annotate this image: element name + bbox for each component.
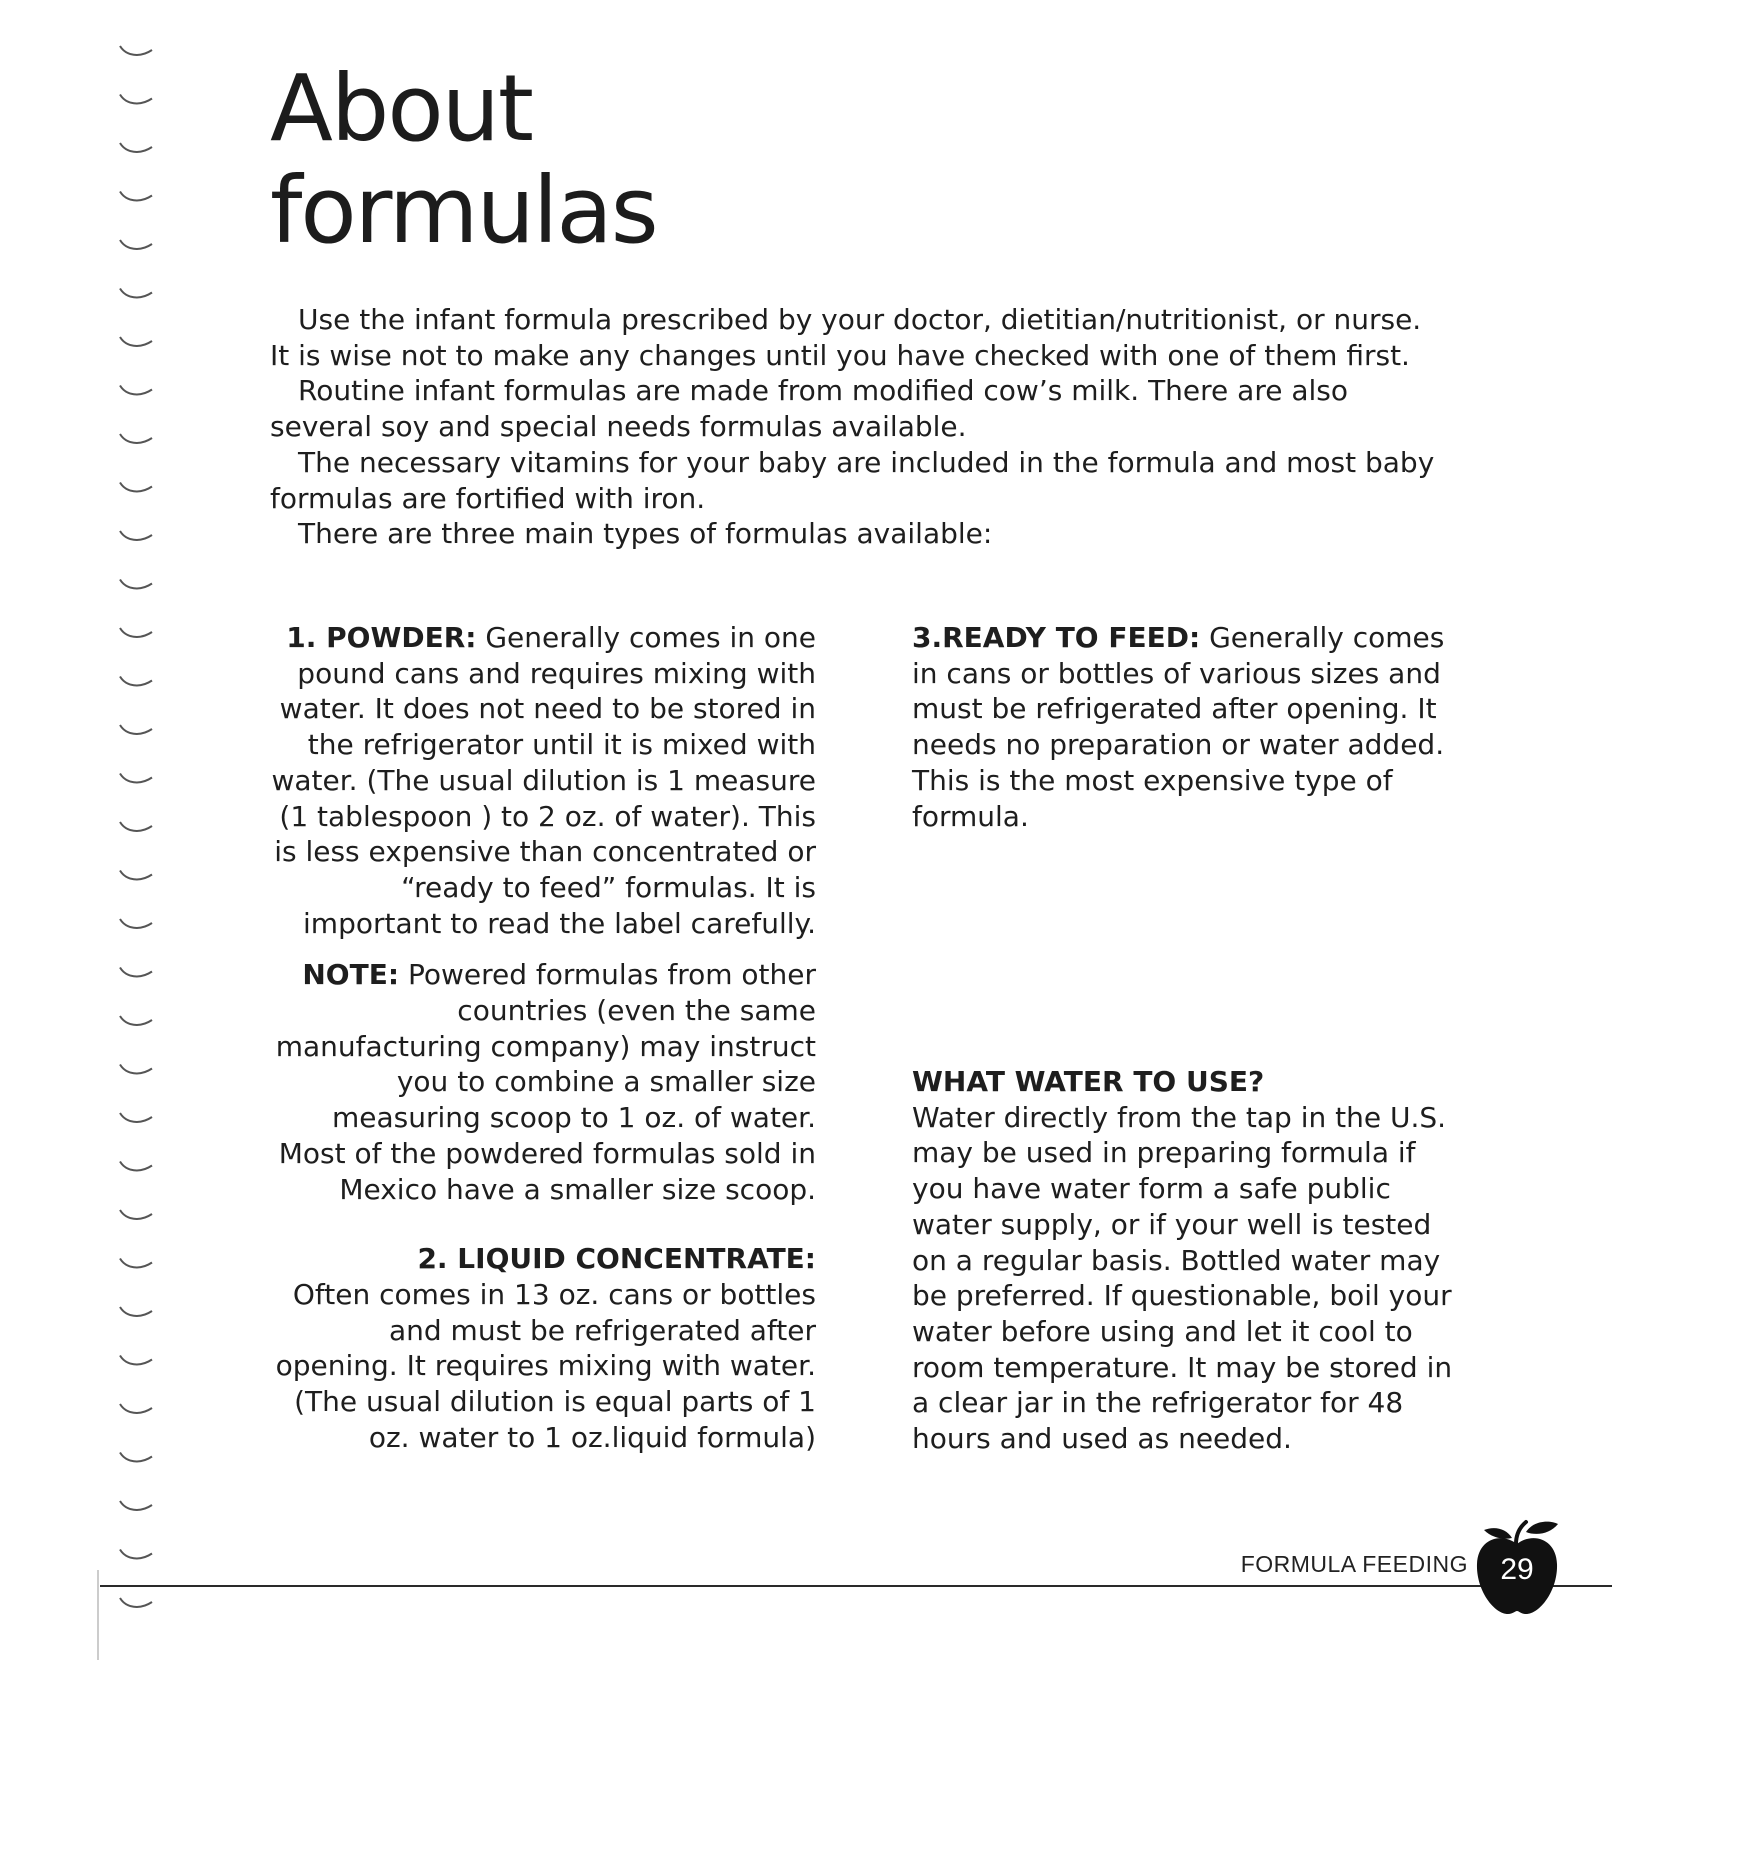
page-title [270,55,657,264]
note-heading: NOTE: [302,958,400,992]
title-line-2: formulas [270,157,657,264]
binding-hook [120,919,152,928]
liquid-heading-line [268,1241,816,1277]
binding-hook [120,1356,152,1365]
binding-hook [120,580,152,589]
powder-text: Generally comes in one pound cans and requires mixing with water. It does not need to be stored in the refrigerator until it is mixed with water. (The usual dilution is 1 measure (1 tablespoon ) to 2 oz. of water). This is less expensive than concentrated or “ready to feed” formulas. It is important to read the label carefully. [271,621,816,940]
binding-hook [120,628,152,637]
binding-hook [120,1404,152,1413]
binding-hook [120,871,152,880]
liquid-text: Often comes in 13 oz. cans or bottles and must be refrigerated after opening. It requires mixing with water. (The usual dilution is equal parts of 1 oz. water to 1 oz.liquid formula) [275,1277,816,1454]
binding-hook [120,240,152,249]
note-text: Powered formulas from other countries (even the same manufacturing company) may instruct you to combine a smaller size measuring scoop to 1 oz. of water. Most of the powdered formulas sold in Mexico have a smaller size scoop. [275,958,816,1206]
intro-paragraph: There are three main types of formulas available: [298,517,993,551]
right-column [912,620,1472,834]
binding-hook [120,143,152,152]
binding-hook [120,968,152,977]
intro-paragraph: Routine infant formulas are made from modified cow’s milk. There are also several soy and special needs formulas available. [270,374,1348,444]
ready-text: Generally comes in cans or bottles of various sizes and must be refrigerated after opening. It needs no preparation or water added. This is the most expensive type of formula. [912,621,1445,833]
binding-hook [120,1501,152,1510]
binding-hook [120,192,152,201]
liquid-heading: 2. LIQUID CONCENTRATE: [417,1242,816,1276]
powder-heading: 1. POWDER: [286,621,477,654]
binding-hook [120,822,152,831]
binding-hook [120,774,152,783]
binding-hook [120,337,152,346]
binding-hook [120,1113,152,1122]
binding-hook [120,1210,152,1219]
water-heading-text: WHAT WATER TO USE? [912,1065,1265,1098]
binding-hook [120,289,152,298]
binding-hook [120,386,152,395]
intro-section [270,302,1440,552]
binding-hook [120,483,152,492]
binding-hook [120,725,152,734]
binding-hook [120,1065,152,1074]
note-paragraph [268,957,816,1207]
intro-paragraph: Use the infant formula prescribed by your doctor, dietitian/nutritionist, or nurse. It is wise not to make any changes until you have checked with one of them first. [270,303,1422,372]
binding-hook [120,1550,152,1559]
binding-hook [120,46,152,55]
powder-paragraph [268,620,816,941]
water-heading [912,1064,1472,1100]
section-label: FORMULA FEEDING [1240,1551,1468,1577]
spiral-binding-icon [0,0,170,1852]
binding-hook [120,1162,152,1171]
binding-hook [120,1598,152,1607]
binding-hook [120,531,152,540]
footer-rule [100,1585,1612,1587]
binding-hook [120,1453,152,1462]
title-line-1: About [270,55,533,162]
intro-paragraph: The necessary vitamins for your baby are included in the formula and most baby formulas are fortified with iron. [270,445,1435,515]
binding-hook [120,1259,152,1268]
binding-hook [120,434,152,443]
ready-heading: 3.READY TO FEED: [912,621,1201,654]
binding-hook [120,95,152,104]
binding-hook [120,1307,152,1316]
water-text: Water directly from the tap in the U.S. may be used in preparing formula if you have water form a safe public water supply, or if your well is tested on a regular basis. Bottled water may be preferred. If questionable, boil your water before using and let it cool to room temperature. It may be stored in a clear jar in the refrigerator for 48 hours and used as needed. [912,1100,1453,1456]
binding-hook [120,677,152,686]
page-number: 29 [1500,1553,1534,1586]
ready-paragraph [912,620,1472,834]
water-section [912,1064,1472,1457]
left-column [268,620,816,1455]
binding-hook [120,1016,152,1025]
